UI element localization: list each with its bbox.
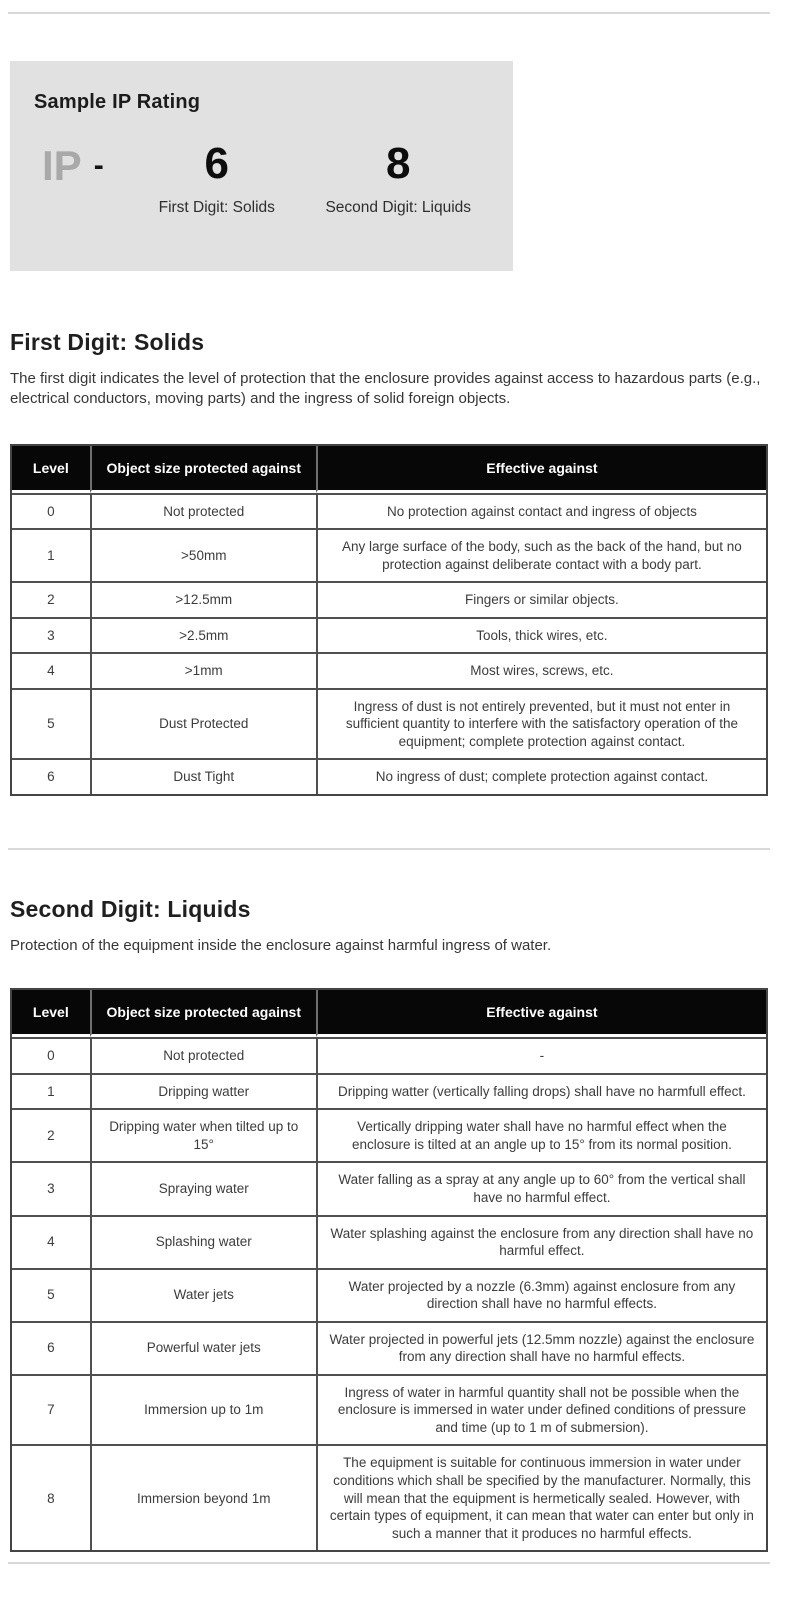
effective-against-cell: Water splashing against the enclosure from any direction shall have no harmful effect.	[316, 1215, 766, 1268]
effective-against-cell: No protection against contact and ingress of objects	[316, 493, 766, 529]
table-row	[12, 493, 766, 529]
section-liquids	[10, 896, 770, 1552]
object-size-cell: Dust Tight	[90, 758, 316, 794]
object-size-cell: Splashing water	[90, 1215, 316, 1268]
column-header: Effective against	[316, 990, 766, 1037]
section-heading-liquids: Second Digit: Liquids	[10, 895, 251, 922]
section-divider	[8, 848, 770, 850]
column-header: Object size protected against	[90, 446, 316, 493]
table-row	[12, 1374, 766, 1445]
level-cell: 2	[12, 581, 90, 617]
top-divider	[8, 12, 770, 14]
effective-against-cell: Most wires, screws, etc.	[316, 652, 766, 688]
table-row	[12, 1321, 766, 1374]
level-cell: 4	[12, 652, 90, 688]
effective-against-cell: -	[316, 1037, 766, 1073]
object-size-cell: Immersion beyond 1m	[90, 1444, 316, 1550]
effective-against-cell: No ingress of dust; complete protection against contact.	[316, 758, 766, 794]
table-row	[12, 1108, 766, 1161]
table-header-row	[12, 446, 766, 493]
object-size-cell: Dripping watter	[90, 1073, 316, 1109]
level-cell: 6	[12, 758, 90, 794]
object-size-cell: >12.5mm	[90, 581, 316, 617]
object-size-cell: Powerful water jets	[90, 1321, 316, 1374]
bottom-divider	[8, 1562, 770, 1564]
first-digit-label: First Digit: Solids	[158, 198, 275, 216]
level-cell: 5	[12, 1268, 90, 1321]
table-row	[12, 581, 766, 617]
ip-prefix-group	[34, 138, 126, 194]
level-cell: 1	[12, 1073, 90, 1109]
column-header: Object size protected against	[90, 990, 316, 1037]
level-cell: 8	[12, 1444, 90, 1550]
table-row	[12, 1444, 766, 1550]
solids-rating-table	[10, 444, 768, 796]
table-row	[12, 617, 766, 653]
liquids-rating-table	[10, 988, 768, 1552]
table-row	[12, 1161, 766, 1214]
sample-box-title: Sample IP Rating	[34, 91, 201, 113]
level-cell: 4	[12, 1215, 90, 1268]
object-size-cell: Spraying water	[90, 1161, 316, 1214]
object-size-cell: Water jets	[90, 1268, 316, 1321]
effective-against-cell: Water projected in powerful jets (12.5mm nozzle) against the enclosure from any direction shall have no harmful effects.	[316, 1321, 766, 1374]
object-size-cell: Dust Protected	[90, 688, 316, 759]
first-digit-group	[126, 138, 308, 217]
effective-against-cell: Any large surface of the body, such as the back of the hand, but no protection against deliberate contact with a body part.	[316, 528, 766, 581]
effective-against-cell: Fingers or similar objects.	[316, 581, 766, 617]
effective-against-cell: Ingress of dust is not entirely prevented, but it must not enter in sufficient quantity to interfere with the satisfactory operation of the equipment; complete protection against contact.	[316, 688, 766, 759]
column-header: Level	[12, 446, 90, 493]
section-description-solids: The first digit indicates the level of protection that the enclosure provides against access to hazardous parts (e.g., electrical conductors, moving parts) and the ingress of solid foreign objects.	[10, 370, 761, 408]
ip-prefix-text: IP	[42, 142, 82, 189]
table-row	[12, 1268, 766, 1321]
object-size-cell: >50mm	[90, 528, 316, 581]
level-cell: 7	[12, 1374, 90, 1445]
second-digit-value: 8	[386, 139, 411, 188]
level-cell: 3	[12, 1161, 90, 1214]
table-header-row	[12, 990, 766, 1037]
column-header: Level	[12, 990, 90, 1037]
table-row	[12, 652, 766, 688]
level-cell: 2	[12, 1108, 90, 1161]
section-solids	[10, 329, 770, 796]
column-header: Effective against	[316, 446, 766, 493]
level-cell: 5	[12, 688, 90, 759]
sample-rating-row	[34, 138, 489, 217]
object-size-cell: >1mm	[90, 652, 316, 688]
second-digit-group	[308, 138, 490, 217]
object-size-cell: >2.5mm	[90, 617, 316, 653]
level-cell: 0	[12, 493, 90, 529]
effective-against-cell: Dripping watter (vertically falling drops) shall have no harmfull effect.	[316, 1073, 766, 1109]
object-size-cell: Not protected	[90, 1037, 316, 1073]
level-cell: 3	[12, 617, 90, 653]
section-description-liquids: Protection of the equipment inside the enclosure against harmful ingress of water.	[10, 936, 552, 954]
object-size-cell: Immersion up to 1m	[90, 1374, 316, 1445]
first-digit-value: 6	[204, 139, 229, 188]
table-row	[12, 758, 766, 794]
effective-against-cell: Tools, thick wires, etc.	[316, 617, 766, 653]
effective-against-cell: Ingress of water in harmful quantity shall not be possible when the enclosure is immersed in water under defined conditions of pressure and time (up to 1 m of submersion).	[316, 1374, 766, 1445]
table-row	[12, 1215, 766, 1268]
effective-against-cell: The equipment is suitable for continuous immersion in water under conditions which shall be specified by the manufacturer. Normally, this will mean that the equipment is hermetically sealed. However, with certain types of equipment, it can mean that water can enter but only in such a manner that it produces no harmful effects.	[316, 1444, 766, 1550]
second-digit-label: Second Digit: Liquids	[325, 198, 472, 216]
table-row	[12, 1073, 766, 1109]
ip-rating-document	[0, 12, 786, 1588]
effective-against-cell: Water projected by a nozzle (6.3mm) against enclosure from any direction shall have no harmful effects.	[316, 1268, 766, 1321]
level-cell: 1	[12, 528, 90, 581]
table-row	[12, 1037, 766, 1073]
section-heading-solids: First Digit: Solids	[10, 329, 205, 355]
object-size-cell: Not protected	[90, 493, 316, 529]
effective-against-cell: Water falling as a spray at any angle up to 60° from the vertical shall have no harmful effect.	[316, 1161, 766, 1214]
effective-against-cell: Vertically dripping water shall have no harmful effect when the enclosure is tilted at an angle up to 15° from its normal position.	[316, 1108, 766, 1161]
ip-dash-text: -	[93, 149, 104, 182]
level-cell: 6	[12, 1321, 90, 1374]
level-cell: 0	[12, 1037, 90, 1073]
object-size-cell: Dripping water when tilted up to 15°	[90, 1108, 316, 1161]
table-row	[12, 528, 766, 581]
sample-ip-rating-box	[10, 61, 513, 271]
table-row	[12, 688, 766, 759]
